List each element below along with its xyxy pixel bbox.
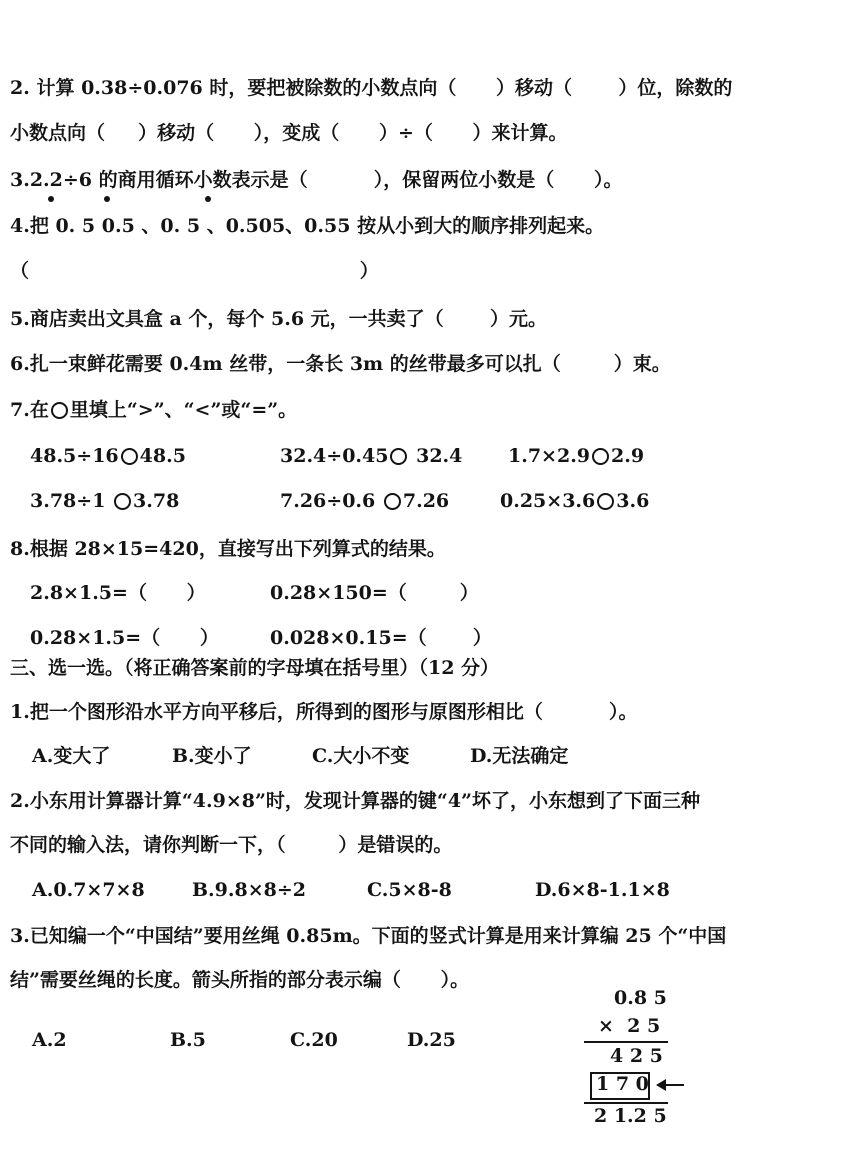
q7-right: 3.6: [616, 490, 650, 512]
q8-item-b: 0.28×150=（ ）: [270, 582, 479, 604]
q7-right: 48.5: [139, 445, 186, 467]
rule-line: [584, 1041, 668, 1043]
s1-option-d[interactable]: D.无法确定: [470, 745, 569, 767]
compare-circle-icon[interactable]: [114, 493, 131, 510]
repeat-dot: [48, 196, 54, 202]
q2-line2: 小数点向（ ）移动（ ），变成（ ）÷（ ）来计算。: [10, 122, 568, 144]
q7-item: [280, 444, 462, 468]
s3-line1: 3.已知编一个“中国结”要用丝绳 0.85m。下面的竖式计算是用来计算编 25 个“中国: [10, 925, 727, 947]
q7-left: 1.7×2.9: [508, 445, 591, 467]
vertical-multiplication: [580, 985, 690, 1135]
multiplicand: 0.8 5: [614, 987, 667, 1009]
q8-item-c: 0.28×1.5=（ ）: [30, 627, 219, 649]
q7-right: 2.9: [611, 445, 645, 467]
q7-item: [500, 489, 649, 513]
partial-product-1: 4 2 5: [610, 1045, 663, 1067]
q6-text: 6.扎一束鲜花需要 0.4m 丝带，一条长 3m 的丝带最多可以扎（ ）束。: [10, 353, 671, 375]
q5-text: 5.商店卖出文具盒 a 个，每个 5.6 元，一共卖了（ ）元。: [10, 308, 547, 330]
product-result: 2 1.2 5: [594, 1105, 667, 1127]
q7-intro-a: 7.在: [10, 399, 49, 421]
q7-intro-b: 里填上“>”、“<”或“=”。: [69, 399, 298, 421]
q7-left: 7.26÷0.6: [280, 490, 382, 512]
compare-circle-icon[interactable]: [121, 448, 138, 465]
q4-line1: 4.把 0. 5 0.5 、0. 5 、0.505、0.55 按从小到大的顺序排列起来。: [10, 215, 605, 237]
q8-item-d: 0.028×0.15=（ ）: [270, 627, 492, 649]
compare-circle-icon[interactable]: [592, 448, 609, 465]
q7-item: [30, 444, 186, 468]
rule-line: [584, 1102, 668, 1104]
s1-option-b[interactable]: B.变小了: [172, 745, 252, 767]
s3-option-d[interactable]: D.25: [407, 1029, 456, 1051]
s3-option-a[interactable]: A.2: [32, 1029, 67, 1051]
s2-line2: 不同的输入法，请你判断一下，（ ）是错误的。: [10, 834, 453, 856]
q7-item: [30, 489, 179, 513]
s1-stem: 1.把一个图形沿水平方向平移后，所得到的图形与原图形相比（ ）。: [10, 701, 638, 723]
q7-right: 32.4: [409, 445, 463, 467]
s3-line2: 结”需要丝绳的长度。箭头所指的部分表示编（ ）。: [10, 969, 470, 991]
section-heading: 三、选一选。（将正确答案前的字母填在括号里）（12 分）: [10, 657, 500, 679]
q7-left: 32.4÷0.45: [280, 445, 389, 467]
arrow-shaft: [664, 1084, 684, 1086]
q3-text: 3.2.2÷6 的商用循环小数表示是（ ），保留两位小数是（ ）。: [10, 169, 623, 191]
q7-left: 48.5÷16: [30, 445, 119, 467]
q7-intro: [10, 398, 297, 422]
q7-item: [508, 444, 644, 468]
q8-item-a: 2.8×1.5=（ ）: [30, 582, 206, 604]
s2-option-b[interactable]: B.9.8×8÷2: [192, 879, 307, 901]
q4-answer-parens: （ ）: [10, 260, 379, 282]
s3-option-c[interactable]: C.20: [290, 1029, 338, 1051]
s1-option-c[interactable]: C.大小不变: [312, 745, 410, 767]
q7-item: [280, 489, 449, 513]
s2-option-c[interactable]: C.5×8-8: [367, 879, 452, 901]
q7-left: 0.25×3.6: [500, 490, 596, 512]
compare-circle-icon[interactable]: [597, 493, 614, 510]
s2-option-a[interactable]: A.0.7×7×8: [32, 879, 145, 901]
q7-left: 3.78÷1: [30, 490, 113, 512]
q2-line1: 2. 计算 0.38÷0.076 时，要把被除数的小数点向（ ）移动（ ）位，除数的: [10, 77, 733, 99]
q7-right: 7.26: [402, 490, 450, 512]
compare-circle-icon[interactable]: [390, 448, 407, 465]
s2-line1: 2.小东用计算器计算“4.9×8”时，发现计算器的键“4”坏了，小东想到了下面三种: [10, 790, 700, 812]
partial-product-2: 1 7 0: [596, 1073, 649, 1095]
compare-circle-icon: [51, 402, 68, 419]
s1-option-a[interactable]: A.变大了: [32, 745, 111, 767]
q8-intro: 8.根据 28×15=420，直接写出下列算式的结果。: [10, 538, 446, 560]
multiplier: × 2 5: [598, 1015, 661, 1037]
compare-circle-icon[interactable]: [384, 493, 401, 510]
repeat-dot: [104, 196, 110, 202]
repeat-dot: [205, 196, 211, 202]
s3-option-b[interactable]: B.5: [170, 1029, 206, 1051]
q7-right: 3.78: [133, 490, 180, 512]
s2-option-d[interactable]: D.6×8-1.1×8: [535, 879, 670, 901]
